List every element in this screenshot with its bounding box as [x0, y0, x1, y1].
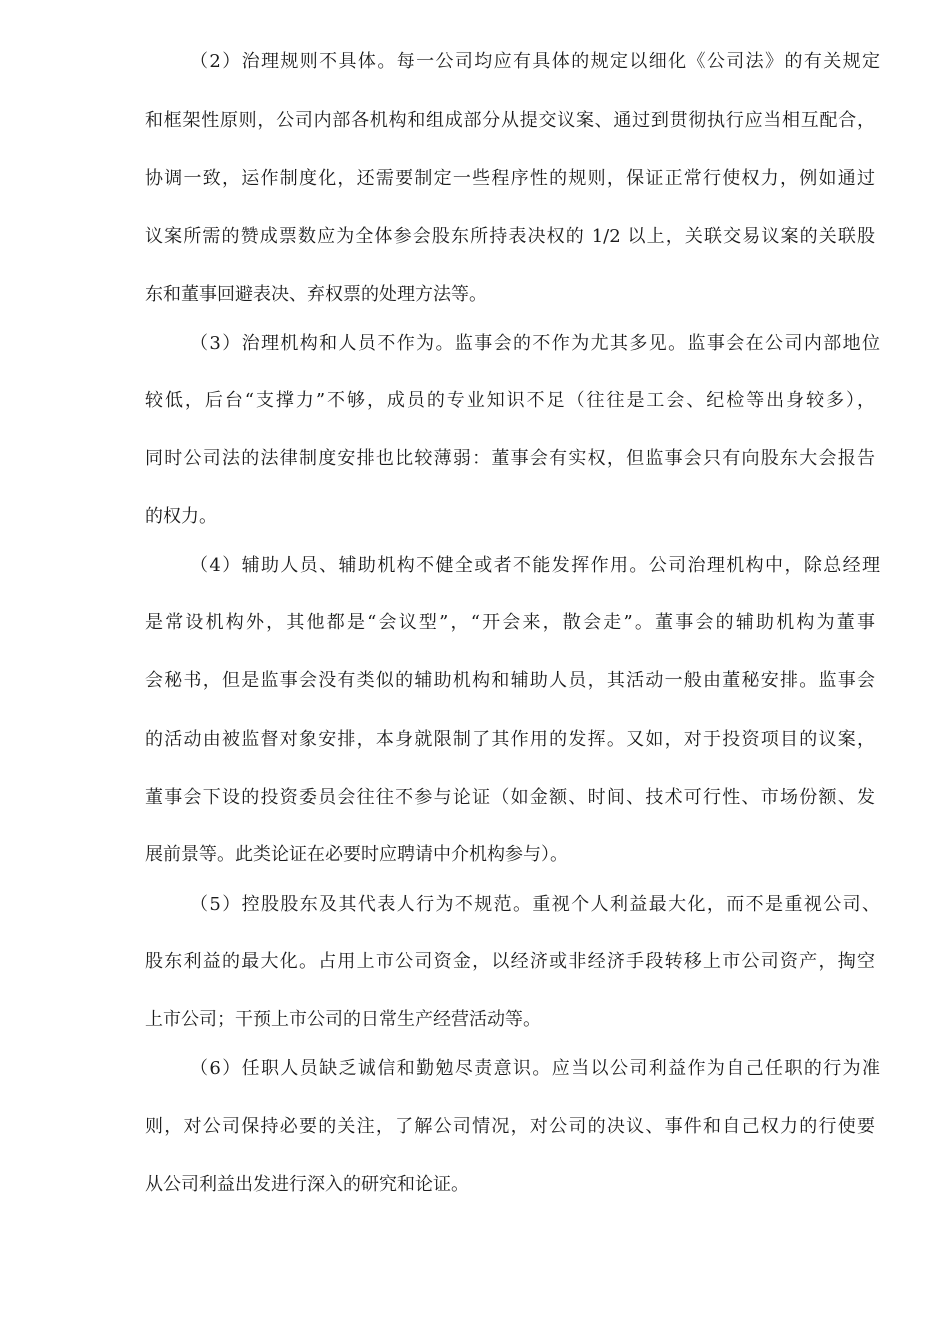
paragraph-6-line-2: 则，对公司保持必要的关注，了解公司情况，对公司的决议、事件和自己权力的行使要	[145, 1116, 875, 1137]
paragraph-5-line-2: 股东利益的最大化。占用上市公司资金，以经济或非经济手段转移上市公司资产，掏空	[145, 951, 875, 972]
paragraph-3-line-3: 同时公司法的法律制度安排也比较薄弱：董事会有实权，但监事会只有向股东大会报告	[145, 448, 875, 469]
paragraph-2-line-5: 东和董事回避表决、弃权票的处理方法等。	[145, 284, 487, 305]
paragraph-4-line-6: 展前景等。此类论证在必要时应聘请中介机构参与）。	[145, 844, 568, 865]
paragraph-4-line-4: 的活动由被监督对象安排，本身就限制了其作用的发挥。又如，对于投资项目的议案，	[145, 729, 875, 750]
paragraph-6-line-3: 从公司利益出发进行深入的研究和论证。	[145, 1174, 469, 1195]
paragraph-4-line-5: 董事会下设的投资委员会往往不参与论证（如金额、时间、技术可行性、市场份额、发	[145, 787, 875, 808]
paragraph-2-line-1: （2）治理规则不具体。每一公司均应有具体的规定以细化《公司法》的有关规定	[190, 51, 880, 72]
paragraph-2-line-4: 议案所需的赞成票数应为全体参会股东所持表决权的 1/2 以上，关联交易议案的关联股	[145, 226, 875, 247]
paragraph-3-line-2: 较低，后台“支撑力”不够，成员的专业知识不足（往往是工会、纪检等出身较多），	[145, 390, 875, 411]
paragraph-2-line-3: 协调一致，运作制度化，还需要制定一些程序性的规则，保证正常行使权力，例如通过	[145, 168, 875, 189]
paragraph-4-line-3: 会秘书，但是监事会没有类似的辅助机构和辅助人员，其活动一般由董秘安排。监事会	[145, 670, 875, 691]
paragraph-3-line-1: （3）治理机构和人员不作为。监事会的不作为尤其多见。监事会在公司内部地位	[190, 333, 880, 354]
paragraph-2-line-2: 和框架性原则，公司内部各机构和组成部分从提交议案、通过到贯彻执行应当相互配合，	[145, 110, 875, 131]
paragraph-4-line-2: 是常设机构外，其他都是“会议型”，“开会来，散会走”。董事会的辅助机构为董事	[145, 612, 875, 633]
paragraph-6-line-1: （6）任职人员缺乏诚信和勤勉尽责意识。应当以公司利益作为自己任职的行为准	[190, 1058, 880, 1079]
paragraph-4-line-1: （4）辅助人员、辅助机构不健全或者不能发挥作用。公司治理机构中，除总经理	[190, 555, 880, 576]
paragraph-5-line-3: 上市公司；干预上市公司的日常生产经营活动等。	[145, 1009, 541, 1030]
paragraph-3-line-4: 的权力。	[145, 506, 217, 527]
paragraph-5-line-1: （5）控股股东及其代表人行为不规范。重视个人利益最大化，而不是重视公司、	[190, 894, 880, 915]
